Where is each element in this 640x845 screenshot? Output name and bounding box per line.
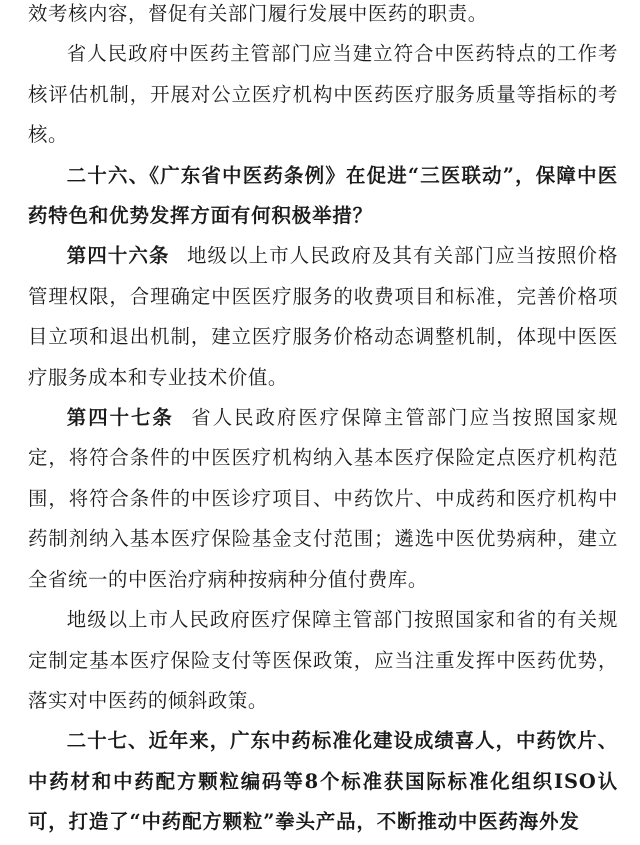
paragraph-continuation: 效考核内容，督促有关部门履行发展中医药的职责。 xyxy=(28,2,488,25)
article-47-paragraph xyxy=(0,398,640,600)
paragraph-city-policy: 地级以上市人民政府医疗保障主管部门按照国家和省的有关规定制定基本医疗保险支付等医保政策，应当注重发挥中医药优势，落实对中医药的倾斜政策。 xyxy=(28,608,618,712)
question-26-heading: 二十六、《广东省中医药条例》在促进“三医联动”，保障中医药特色和优势发挥方面有何积极举措？ xyxy=(28,163,618,228)
article-46-text: 地级以上市人民政府及其有关部门应当按照价格管理权限，合理确定中医医疗服务的收费项目和标准，完善价格项目立项和退出机制，建立医疗服务价格动态调整机制，体现中医医疗服务成本和专业技术价值。 xyxy=(28,244,618,389)
question-27-heading: 二十七、近年来，广东中药标准化建设成绩喜人，中药饮片、中药材和中药配方颗粒编码等8个标准获国际标准化组织ISO认可，打造了“中药配方颗粒”拳头产品，不断推动中医药海外发 xyxy=(28,729,618,834)
article-47-text: 省人民政府医疗保障主管部门应当按照国家规定，将符合条件的中医医疗机构纳入基本医疗保险定点医疗机构范围，将符合条件的中医诊疗项目、中药饮片、中成药和医疗机构中药制剂纳入基本医疗保险基金支付范围；遴选中医优势病种，建立全省统一的中医治疗病种按病种分值付费库。 xyxy=(28,406,619,591)
paragraph-evaluation-mechanism: 省人民政府中医药主管部门应当建立符合中医药特点的工作考核评估机制，开展对公立医疗机构中医药医疗服务质量等指标的考核。 xyxy=(28,42,618,147)
article-46-paragraph xyxy=(0,236,640,398)
article-46-label: 第四十六条 xyxy=(66,244,170,268)
article-47-label: 第四十七条 xyxy=(66,406,174,430)
